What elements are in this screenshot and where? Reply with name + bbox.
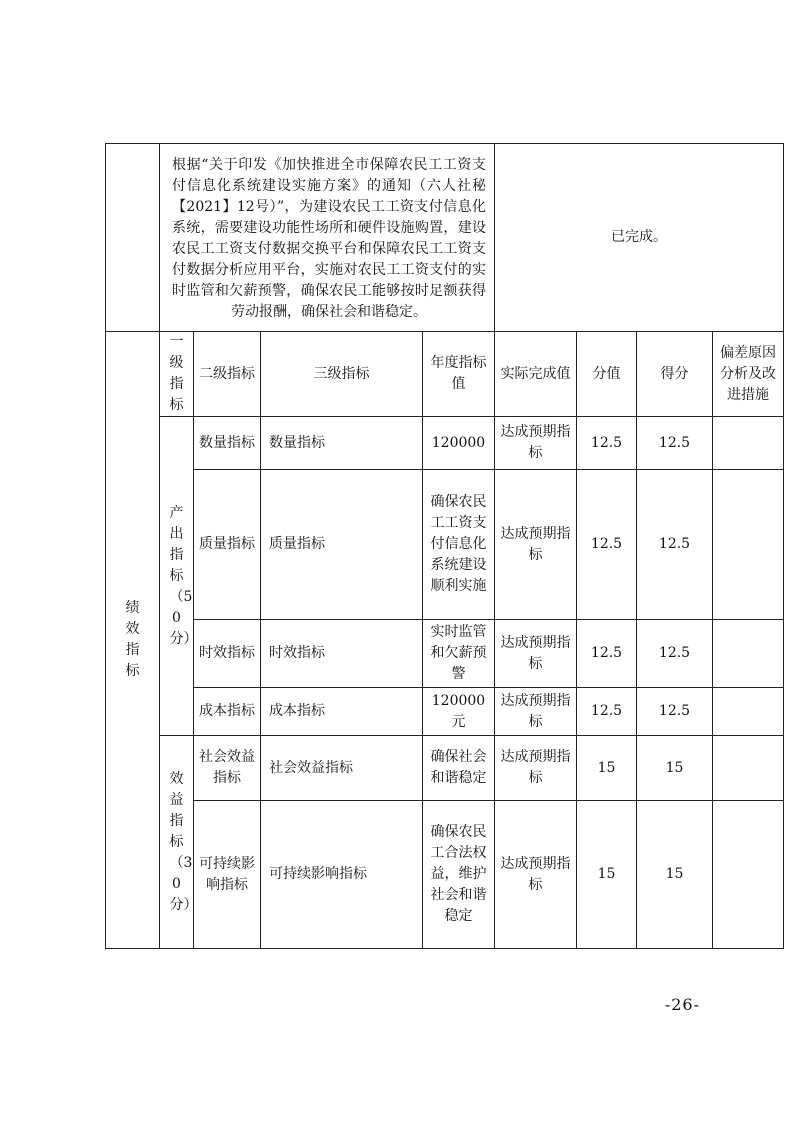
score-cell <box>637 470 713 620</box>
header-level2 <box>194 332 261 417</box>
score-text: 12.5 <box>658 703 691 719</box>
page-number: -26- <box>664 995 700 1014</box>
performance-table <box>105 143 784 949</box>
level3-text: 成本指标 <box>269 703 325 719</box>
actual-text: 达成预期指标 <box>500 634 571 672</box>
target-text: 120000 <box>431 434 486 451</box>
basis-text: 根据“关于印发《加快推进全市保障农民工工资支付信息化系统建设实施方案》的通知（六人社秘【2021】12号）”，为建设农民工工资支付信息化系统，需要建设功能性场所和硬件设施购置，建设农民工工资支付数据交换平台和保障农民工工资支付数据分析应用平台，实施对农民工工资支付的实时监管和欠薪预警，确保农民工能够按时足额获得劳动报酬，确保社会和谐稳定。 <box>172 156 486 320</box>
value-cell <box>577 417 637 470</box>
level3-cell <box>261 736 423 801</box>
level2-text: 时效指标 <box>199 645 255 661</box>
score-text: 12.5 <box>658 645 691 661</box>
value-cell <box>577 801 637 949</box>
header-target <box>423 332 495 417</box>
header-actual <box>495 332 577 417</box>
basis-row <box>106 144 784 332</box>
score-text: 15 <box>665 759 684 776</box>
actual-text: 达成预期指标 <box>500 855 571 893</box>
score-text: 12.5 <box>658 536 691 552</box>
deviation-cell <box>713 620 784 688</box>
level2-cell <box>194 801 261 949</box>
target-cell <box>423 801 495 949</box>
value-cell <box>577 688 637 736</box>
group-cell <box>106 332 160 949</box>
level3-cell <box>261 688 423 736</box>
value-text: 15 <box>597 866 616 882</box>
actual-text: 达成预期指标 <box>500 749 571 786</box>
basis-blank-cell <box>106 144 160 332</box>
score-cell <box>637 736 713 801</box>
value-cell <box>577 620 637 688</box>
value-text: 12.5 <box>590 703 623 719</box>
target-cell <box>423 417 495 470</box>
level2-cell <box>194 620 261 688</box>
score-cell <box>637 801 713 949</box>
target-cell <box>423 688 495 736</box>
deviation-cell <box>713 688 784 736</box>
table-row <box>106 470 784 620</box>
actual-text: 达成预期指标 <box>500 424 571 461</box>
level2-cell <box>194 736 261 801</box>
actual-cell <box>495 620 577 688</box>
header-value-text: 分值 <box>592 365 621 382</box>
value-text: 12.5 <box>590 645 623 661</box>
output-group-label: 产出指标（50分） <box>169 504 198 647</box>
header-value <box>577 332 637 417</box>
score-cell <box>637 417 713 470</box>
target-cell <box>423 620 495 688</box>
level2-cell <box>194 470 261 620</box>
table-row <box>106 620 784 688</box>
level3-text: 质量指标 <box>269 536 325 552</box>
value-text: 12.5 <box>590 536 623 552</box>
deviation-cell <box>713 736 784 801</box>
score-text: 12.5 <box>658 434 691 451</box>
level3-cell <box>261 801 423 949</box>
basis-cell <box>160 144 495 332</box>
level2-text: 数量指标 <box>199 434 255 451</box>
level2-cell <box>194 417 261 470</box>
target-cell <box>423 470 495 620</box>
value-text: 12.5 <box>590 434 623 451</box>
actual-text: 达成预期指标 <box>500 525 571 563</box>
header-actual-text: 实际完成值 <box>500 365 571 382</box>
header-score <box>637 332 713 417</box>
target-cell <box>423 736 495 801</box>
level2-cell <box>194 688 261 736</box>
value-text: 15 <box>597 759 616 776</box>
header-level3-text: 三级指标 <box>313 365 370 382</box>
group-label: 绩效指标 <box>125 600 140 679</box>
level3-text: 数量指标 <box>269 434 325 451</box>
output-group-cell <box>160 417 198 736</box>
deviation-cell <box>713 801 784 949</box>
status-cell <box>495 144 784 332</box>
actual-cell <box>495 417 577 470</box>
status-text: 已完成。 <box>611 229 667 245</box>
table-row <box>106 417 784 470</box>
header-target-text: 年度指标值 <box>430 355 487 392</box>
score-cell <box>637 688 713 736</box>
actual-cell <box>495 736 577 801</box>
deviation-cell <box>713 417 784 470</box>
level3-text: 时效指标 <box>269 645 325 661</box>
score-text: 15 <box>665 866 684 882</box>
header-deviation <box>713 332 784 417</box>
level3-cell <box>261 470 423 620</box>
level3-cell <box>261 417 423 470</box>
level2-text: 成本指标 <box>199 703 255 719</box>
actual-cell <box>495 688 577 736</box>
header-level3 <box>261 332 423 417</box>
header-level2-text: 二级指标 <box>199 365 255 382</box>
level3-cell <box>261 620 423 688</box>
level2-text: 可持续影响指标 <box>199 855 255 893</box>
table-row <box>106 736 784 801</box>
deviation-cell <box>713 470 784 620</box>
target-text: 确保社会和谐稳定 <box>430 749 487 786</box>
value-cell <box>577 470 637 620</box>
table-row <box>106 688 784 736</box>
target-text: 120000元 <box>431 692 486 730</box>
level2-text: 社会效益指标 <box>199 749 255 786</box>
score-cell <box>637 620 713 688</box>
target-text: 确保农民工合法权益，维护社会和谐稳定 <box>430 824 487 924</box>
header-row <box>106 332 784 417</box>
value-cell <box>577 736 637 801</box>
benefit-group-cell <box>160 736 198 949</box>
actual-text: 达成预期指标 <box>500 692 571 730</box>
header-score-text: 得分 <box>660 365 689 382</box>
target-text: 实时监管和欠薪预警 <box>430 624 487 682</box>
benefit-group-label: 效益指标（30分） <box>169 770 198 913</box>
table-row <box>106 801 784 949</box>
actual-cell <box>495 801 577 949</box>
actual-cell <box>495 470 577 620</box>
target-text: 确保农民工工资支付信息化系统建设顺利实施 <box>430 494 487 594</box>
header-level1 <box>160 332 194 417</box>
header-deviation-text: 偏差原因分析及改进措施 <box>720 344 776 403</box>
level3-text: 可持续影响指标 <box>269 866 367 882</box>
header-level1-text: 一级指标 <box>169 334 184 413</box>
level3-text: 社会效益指标 <box>269 759 353 776</box>
level2-text: 质量指标 <box>199 536 255 552</box>
